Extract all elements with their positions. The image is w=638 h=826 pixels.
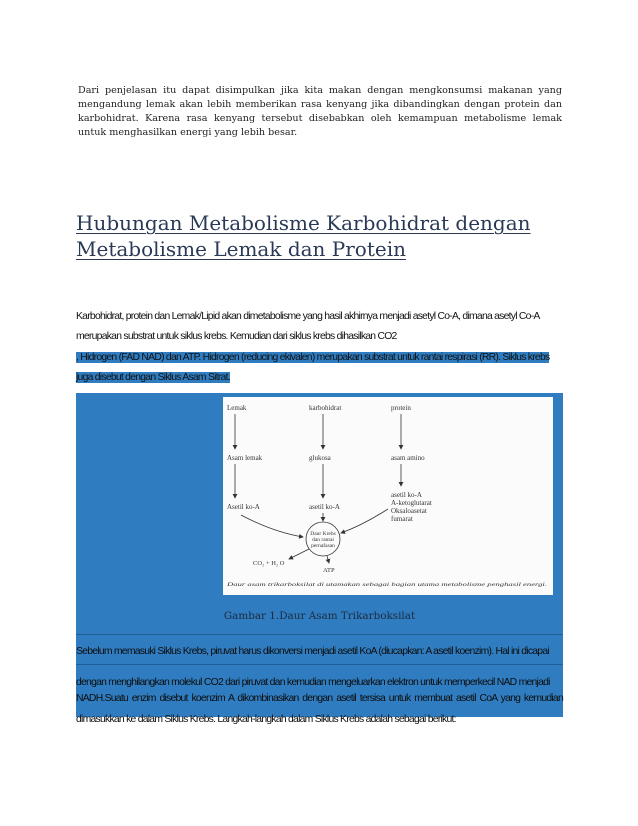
cycle-text-3: pernafasan — [311, 543, 335, 549]
body-line-1: Sebelum memasuki Siklus Krebs, piruvat harus dikonversi menjadi asetil KoA (diucapkan: A asetil koenzim). Hal ini dicapai — [76, 646, 549, 657]
label-oksaloasetat: Oksaloasetat — [391, 507, 427, 515]
arrow-to-co2 — [289, 549, 309, 559]
paragraph-hydrogen-atp — [76, 348, 563, 388]
label-asam-amino: asam amino — [391, 454, 425, 462]
krebs-cycle-figure — [223, 397, 553, 595]
row-divider — [76, 634, 563, 635]
body-line-2: dengan menghilangkan molekul CO2 dari piruvat dan kemudian mengeluarkan elektron untuk memperkecil NAD menjadi — [76, 677, 550, 688]
section-heading: Hubungan Metabolisme Karbohidrat dengan Metabolisme Lemak dan Protein — [76, 211, 531, 261]
label-fumarat: fumarat — [391, 515, 413, 523]
cycle-text-1: Daur Krebs — [310, 531, 336, 537]
paragraph-carbohydrate-metabolism: Karbohidrat, protein dan Lemak/Lipid akan dimetabolisme yang hasil akhirnya menjadi asetyl Co-A, dimana asetyl Co-A merupakan substrat untuk siklus krebs. Kemudian dari siklus krebs dihasilkan CO2 — [76, 311, 540, 342]
label-asetil-protein: asetil ko-A — [391, 491, 422, 499]
figure-footnote: Daur asam trikarboksilat di utamakan sebagai bagian utama metabolisme penghasil energi. — [225, 582, 547, 588]
cycle-text-2: dan rantai — [312, 537, 334, 543]
label-asam-lemak: Asam lemak — [227, 454, 263, 462]
label-ketoglutarat: A-ketoglutarat — [391, 499, 432, 507]
intro-paragraph: Dari penjelasan itu dapat disimpulkan jika kita makan dengan mengkonsumsi makanan yang mengandung lemak akan lebih memberikan rasa kenyang jika dibandingkan dengan protein dan karbohidrat. Karena rasa kenyang tersebut disebabkan oleh kemampuan metabolisme lemak untuk menghasilkan energi yang lebih besar. — [78, 85, 562, 138]
label-co2-h2o: CO₂ + H₂ O — [253, 560, 285, 567]
arrow-to-atp — [327, 556, 329, 563]
label-protein: protein — [391, 404, 411, 412]
label-glukosa: glukosa — [309, 454, 331, 462]
arrow-asetil-lemak-to-cycle — [241, 515, 303, 537]
label-karbohidrat: karbohidrat — [309, 404, 342, 412]
label-lemak: Lemak — [227, 404, 247, 412]
row-divider — [76, 664, 563, 665]
highlighted-text: , Hidrogen (FAD NAD) dan ATP. Hidrogen (reducing ekivalen) merupakan substrat untuk rantai respirasi (RR). Siklus krebs juga disebut dengan Siklus Asam Sitrat. — [76, 352, 550, 383]
label-atp: ATP — [323, 567, 335, 574]
krebs-cycle-diagram — [223, 397, 553, 595]
label-asetil-lemak: Asetil ko-A — [227, 503, 260, 511]
figure-caption: Gambar 1.Daur Asam Trikarboksilat — [223, 610, 416, 622]
label-asetil-karbohidrat: asetil ko-A — [309, 503, 340, 511]
arrow-protein-to-cycle — [341, 509, 388, 533]
body-line-3: NADH.Suatu enzim disebut koenzim A dikombinasikan dengan asetil tersisa untuk membuat asetil CoA yang kemudian dimasukkan ke dalam Siklus Krebs. Langkah-langkah dalam Siklus Krebs adalah sebagai berikut: — [76, 693, 563, 725]
